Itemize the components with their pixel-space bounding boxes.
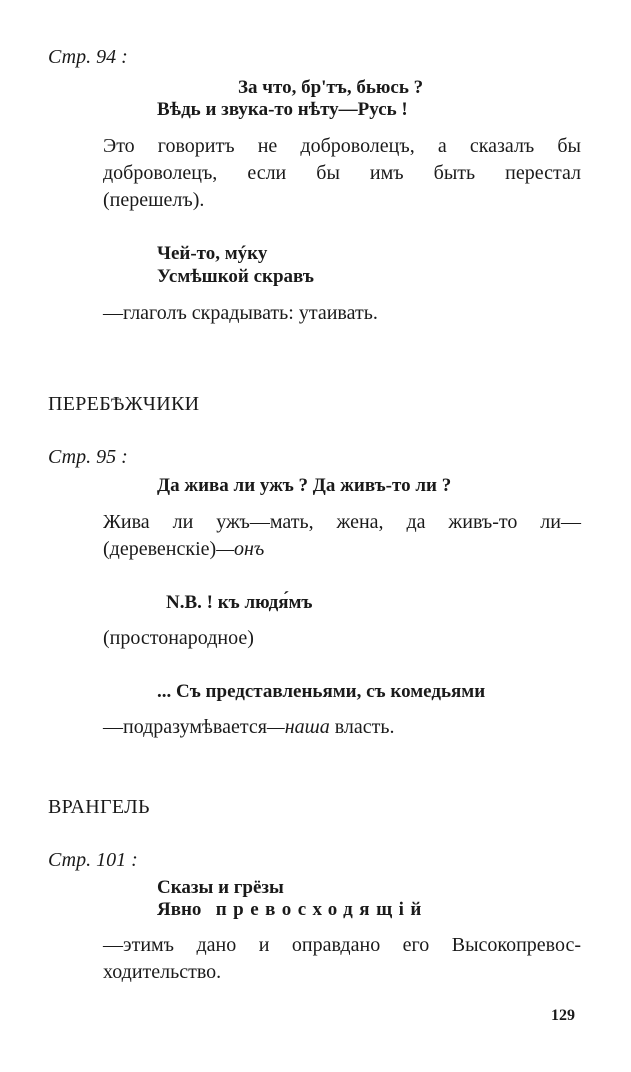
verse-line: Да жива ли ужъ ? Да живъ-то ли ? xyxy=(157,475,452,496)
verse-line: Вѣдь и звука-то нѣту—Русь ! xyxy=(157,99,408,120)
comment-line: (деревенскіе)—онъ xyxy=(103,538,265,560)
verse-line: Явно превосходящій xyxy=(157,899,428,920)
comment-line: доброволецъ, если бы имъ быть перестал xyxy=(103,162,581,184)
comment-line: —глаголъ скрадывать: утаивать. xyxy=(103,302,378,324)
comment-line: (простонародное) xyxy=(103,627,254,649)
verse-line: За что, бр'тъ, бьюсь ? xyxy=(238,77,424,98)
section-heading: ПЕРЕБѢЖЧИКИ xyxy=(48,393,200,415)
page-reference-101: Стр. 101 : xyxy=(48,849,138,871)
verse-line: Усмѣшкой скравъ xyxy=(157,266,314,287)
page-reference-94: Стр. 94 : xyxy=(48,46,128,68)
comment-line: ходительство. xyxy=(103,961,222,983)
comment-line: —этимъ дано и оправдано его Высокопревос- xyxy=(103,934,581,956)
verse-line: Чей-то, мýку xyxy=(157,243,268,264)
verse-line: Сказы и грёзы xyxy=(157,877,284,898)
section-heading: ВРАНГЕЛЬ xyxy=(48,796,150,818)
verse-line: ... Съ представленьями, съ комедьями xyxy=(157,681,486,702)
comment-line: (перешелъ). xyxy=(103,189,205,211)
comment-line: Жива ли ужъ—мать, жена, да живъ-то ли— xyxy=(103,511,581,533)
page-number: 129 xyxy=(551,1007,575,1024)
comment-line: —подразумѣвается—наша власть. xyxy=(103,716,395,738)
page-reference-95: Стр. 95 : xyxy=(48,446,128,468)
verse-line: N.B. ! къ людя́мъ xyxy=(166,592,313,613)
comment-line: Это говоритъ не доброволецъ, а сказалъ бы xyxy=(103,135,581,157)
